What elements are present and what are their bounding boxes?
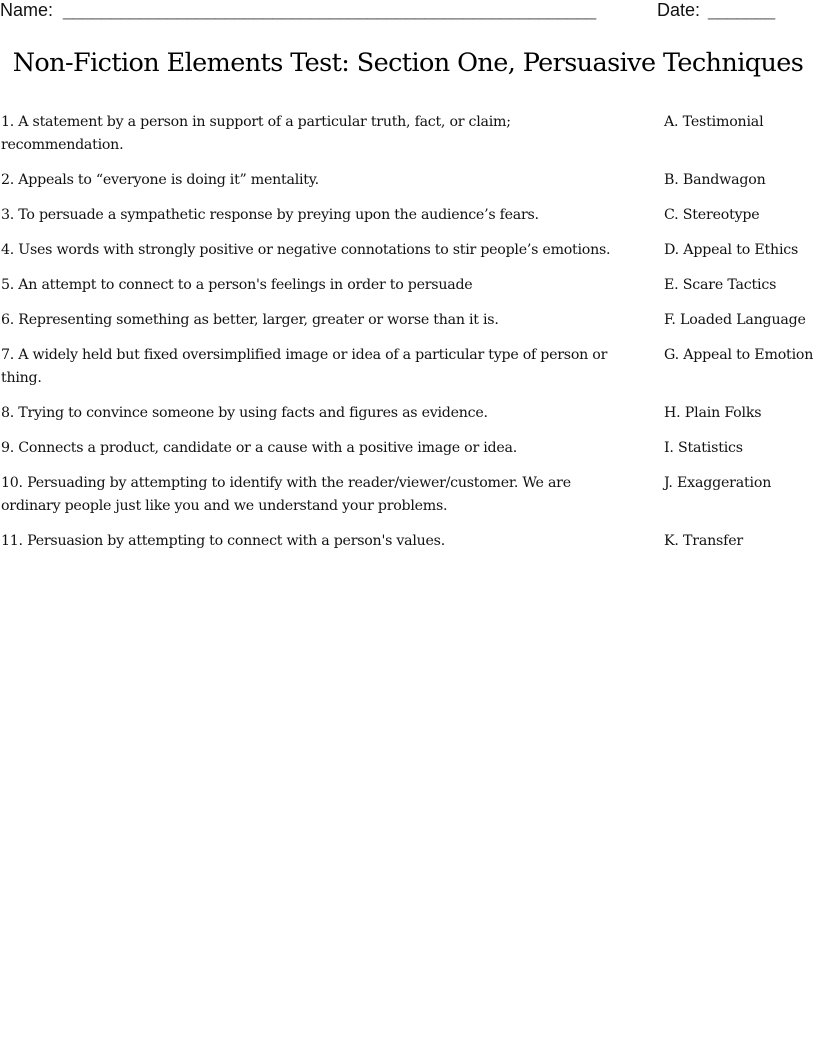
answer-choice: D. Appeal to Ethics <box>664 242 799 258</box>
answer-choice: A. Testimonial <box>664 114 764 130</box>
name-label: Name: <box>0 0 54 20</box>
answer-choice: E. Scare Tactics <box>664 277 777 293</box>
question-definition: 11. Persuasion by attempting to connect with a person's values. <box>1 533 445 549</box>
question-row <box>0 472 816 518</box>
question-row <box>0 169 816 192</box>
question-row <box>0 437 816 460</box>
question-definition: 4. Uses words with strongly positive or negative connotations to stir people’s emotions. <box>1 242 611 258</box>
question-row <box>0 309 816 332</box>
question-definition: 1. A statement by a person in support of a particular truth, fact, or claim; recommendation. <box>1 114 511 153</box>
answer-choice: C. Stereotype <box>664 207 760 223</box>
question-row <box>0 204 816 227</box>
question-row <box>0 274 816 297</box>
answer-choice: H. Plain Folks <box>664 405 762 421</box>
answer-choice: K. Transfer <box>664 533 743 549</box>
question-definition: 10. Persuading by attempting to identify with the reader/viewer/customer. We are ordinary people just like you and we understand your problems. <box>1 475 571 514</box>
question-definition: 5. An attempt to connect to a person's feelings in order to persuade <box>1 277 473 293</box>
answer-choice: G. Appeal to Emotion <box>664 347 814 363</box>
question-list <box>0 111 816 565</box>
question-row <box>0 239 816 262</box>
answer-choice: I. Statistics <box>664 440 743 456</box>
question-definition: 3. To persuade a sympathetic response by preying upon the audience’s fears. <box>1 207 539 223</box>
answer-choice: F. Loaded Language <box>664 312 806 328</box>
header-line <box>0 0 816 24</box>
date-label: Date: <box>657 0 701 20</box>
page-title: Non-Fiction Elements Test: Section One, Persuasive Techniques <box>12 48 804 78</box>
question-row <box>0 530 816 553</box>
question-definition: 6. Representing something as better, larger, greater or worse than it is. <box>1 312 499 328</box>
question-row <box>0 344 816 390</box>
answer-choice: J. Exaggeration <box>664 475 772 491</box>
answer-choice: B. Bandwagon <box>664 172 766 188</box>
question-definition: 9. Connects a product, candidate or a cause with a positive image or idea. <box>1 440 518 456</box>
question-row <box>0 402 816 425</box>
question-definition: 7. A widely held but fixed oversimplified image or idea of a particular type of person or thing. <box>1 347 608 386</box>
question-definition: 8. Trying to convince someone by using facts and figures as evidence. <box>1 405 488 421</box>
question-row <box>0 111 816 157</box>
name-blank-line[interactable]: ________________________________________________________ <box>63 0 596 20</box>
question-definition: 2. Appeals to “everyone is doing it” mentality. <box>1 172 319 188</box>
date-blank-line[interactable]: _______ <box>708 0 775 20</box>
